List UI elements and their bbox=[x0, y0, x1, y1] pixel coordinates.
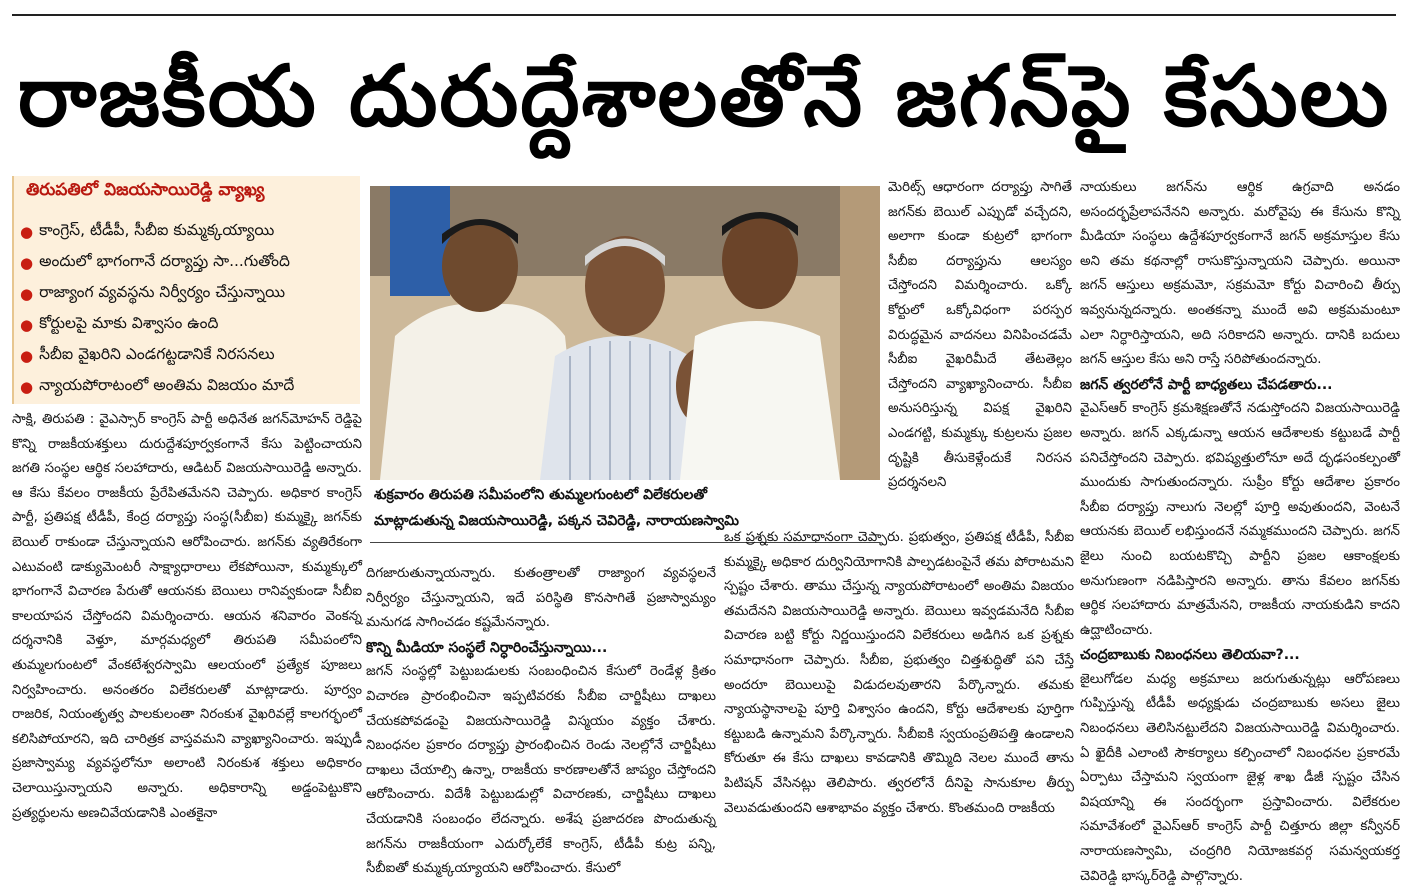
bullet-icon: ● bbox=[20, 284, 34, 303]
photo-person-right-body bbox=[680, 321, 840, 480]
caption-line-1: శుక్రవారం తిరుపతి సమీపంలోని తుమ్మలగుంటలో విలేకరులతో bbox=[374, 487, 707, 503]
highlight-text: న్యాయపోరాటంలో అంతిమ విజయం మాదే bbox=[39, 375, 295, 394]
article-column-3 bbox=[724, 526, 1074, 858]
headline: రాజకీయ దురుద్దేశాలతోనే జగన్‌పై కేసులు bbox=[17, 47, 1391, 145]
paragraph: జగన్ సంస్థల్లో పెట్టుబడులకు సంబంధించిన కేసులో రెండేళ్ల క్రితం విచారణ ప్రారంభించినా ఇప్పటివరకు సీబీఐ చార్జిషీటు దాఖలు చేయకపోవడంపై విజయసాయిరెడ్డి విస్మయం వ్యక్తం చేశారు. నిబంధనల ప్రకారం దర్యాప్తు ప్రారంభించిన రెండు నెలల్లోనే చార్జిషీటు దాఖలు చేయాల్సి ఉన్నా, రాజకీయ కారణాలతోనే జాప్యం చేస్తోందని ఆరోపించారు. విదేశీ పెట్టుబడుల్లో విచారణకు, చార్జిషీటు దాఖలు చేయడానికి సంబంధం లేదన్నారు. అశేష ప్రజాదరణ పొందుతున్న జగన్‌ను రాజకీయంగా ఎదుర్కోలేకే కాంగ్రెస్, టీడీపీ కుట్ర పన్ని, సీబీఐతో కుమ్మక్కయ్యాయని ఆరోపించారు. కేసులో bbox=[366, 664, 716, 877]
bullet-icon: ● bbox=[20, 253, 34, 272]
paragraph: మెరిట్స్ ఆధారంగా దర్యాప్తు సాగితే జగన్‌కు బెయిల్ ఎప్పుడో వచ్చేదని, అలాగా కుండా కుట్రలో భాగంగా సీబీఐ దర్యాప్తును ఆలస్యం చేస్తోందని విమర్శించారు. ఒక్కో కోర్టులో ఒక్కోవిధంగా పరస్పర విరుద్ధమైన వాదనలు వినిపించడమే సీబీఐ వైఖరిమీదే తేటతెల్లం చేస్తోందని వ్యాఖ్యానించారు. సీబీఐ అనుసరిస్తున్న విపక్ష వైఖరిని ఎండగట్టి, కుమ్మక్కు కుట్రలను ప్రజల దృష్టికి తీసుకెళ్లేందుకే నిరసన ప్రదర్శనలని bbox=[888, 180, 1072, 491]
bullet-icon: ● bbox=[20, 377, 34, 396]
caption-line-2: మాట్లాడుతున్న విజయసాయిరెడ్డి, పక్కన చెవిరెడ్డి, నారాయణస్వామి bbox=[374, 513, 739, 529]
highlight-item bbox=[20, 216, 294, 247]
highlight-text: రాజ్యాంగ వ్యవస్థను నిర్వీర్యం చేస్తున్నాయి bbox=[39, 282, 286, 301]
bullet-icon: ● bbox=[20, 222, 34, 241]
photo-person-center-body bbox=[540, 336, 705, 480]
article-column-2 bbox=[366, 562, 716, 877]
highlights-title: తిరుపతిలో విజయసాయిరెడ్డి వ్యాఖ్య bbox=[26, 180, 265, 200]
highlight-text: కాంగ్రెస్, టీడీపీ, సీబీఐ కుమ్మక్కయ్యాయి bbox=[39, 220, 275, 239]
highlight-item bbox=[20, 340, 294, 371]
bullet-icon: ● bbox=[20, 346, 34, 365]
photo-illustration bbox=[370, 186, 880, 480]
highlight-text: కోర్టులపై మాకు విశ్వాసం ఉంది bbox=[39, 313, 219, 332]
highlight-text: సీబీఐ వైఖరిని ఎండగట్టడానికే నిరసనలు bbox=[39, 344, 275, 363]
highlight-item bbox=[20, 247, 294, 278]
photo-bystander bbox=[390, 186, 450, 296]
photo-person-right-head bbox=[722, 213, 798, 309]
article-column-1 bbox=[12, 408, 362, 858]
highlight-item bbox=[20, 371, 294, 402]
article-column-4 bbox=[1080, 176, 1400, 884]
paragraph: దిగజారుతున్నాయన్నారు. కుతంత్రాలతో రాజ్యాంగ వ్యవస్థలనే నిర్వీర్యం చేస్తున్నాయని, ఇదే పరిస్థితి కొనసాగితే ప్రజాస్వామ్యం మనుగడ సాగించడం కష్టమేనన్నారు. bbox=[366, 566, 716, 631]
subheading: చంద్రబాబుకు నిబంధనలు తెలియవా?... bbox=[1080, 647, 1300, 664]
highlight-item bbox=[20, 278, 294, 309]
paragraph: ఒక ప్రశ్నకు సమాధానంగా చెప్పారు. ప్రభుత్వం, ప్రతిపక్ష టీడీపీ, సీబీఐ కుమ్మక్కై అధికార దుర్వినియోగానికి పాల్పడటంపైనే తమ పోరాటమని స్పష్టం చేశారు. తాము చేస్తున్న న్యాయపోరాటంలో అంతిమ విజయం తమదేనని విజయసాయిరెడ్డి అన్నారు. బెయిలు ఇవ్వడమనేది సీబీఐ విచారణ బట్టి కోర్టు నిర్ణయిస్తుందని విలేకరులు అడిగిన ఒక ప్రశ్నకు సమాధానంగా చెప్పారు. సీబీఐ, ప్రభుత్వం చిత్తశుద్ధితో పని చేస్తే అందరూ బెయిలుపై విడుదలవుతారని పేర్కొన్నారు. తమకు న్యాయస్థానాలపై పూర్తి విశ్వాసం ఉందని, కోర్టు ఆదేశాలకు పూర్తిగా కట్టుబడి ఉన్నామని పేర్కొన్నారు. సీబీఐకి స్వయంప్రతిపత్తి ఉండాలని కోరుతూ ఈ కేసు దాఖలు కావడానికి తొమ్మిది నెలల ముందే తాను పిటిషన్ వేసినట్లు తెలిపారు. త్వరలోనే దీనిపై సానుకూల తీర్పు వెలువడుతుందని ఆశాభావం వ్యక్తం చేశారు. కొంతమంది రాజకీయ bbox=[724, 530, 1074, 816]
subheading: కొన్ని మీడియా సంస్థలే నిర్ధారించేస్తున్నాయి... bbox=[366, 639, 608, 656]
photo-right-edge bbox=[840, 186, 880, 480]
paragraph: జైలుగోడల మధ్య అక్రమాలు జరుగుతున్నట్లు ఆరోపణలు గుప్పిస్తున్న టీడీపీ అధ్యక్షుడు చంద్రబాబుకు అసలు జైలు నిబంధనలు తెలిసినట్టులేదని విజయసాయిరెడ్డి విమర్శించారు. ఏ ఖైదీకి ఎలాంటి సౌకర్యాలు కల్పించాలో నిబంధనల ప్రకారమే ఏర్పాటు చేస్తామని స్వయంగా జైళ్ల శాఖ డీజీ స్పష్టం చేసిన విషయాన్ని ఈ సందర్భంగా ప్రస్తావించారు. విలేకరుల సమావేశంలో వైఎస్ఆర్ కాంగ్రెస్ పార్టీ చిత్తూరు జిల్లా కన్వీనర్ నారాయణస్వామి, చంద్రగిరి నియోజకవర్గ సమన్వయకర్త చెవిరెడ్డి భాస్కర్‌రెడ్డి పాల్గొన్నారు. bbox=[1080, 671, 1400, 884]
highlight-text: అందులో భాగంగానే దర్యాప్తు సా...గుతోంది bbox=[39, 251, 290, 270]
paragraph: వైఎస్ఆర్ కాంగ్రెస్ క్రమశిక్షణతోనే నడుస్తోందని విజయసాయిరెడ్డి అన్నారు. జగన్ ఎక్కడున్నా ఆయన ఆదేశాలకు కట్టుబడే పార్టీ పనిచేస్తోందని చెప్పారు. భవిష్యత్తులోనూ అదే దృఢసంకల్పంతో ముందుకు సాగుతుందన్నారు. సుప్రీం కోర్టు ఆదేశాల ప్రకారం సీబీఐ దర్యాప్తు నాలుగు నెలల్లో పూర్తి అవుతుందని, వెంటనే ఆయనకు బెయిల్ లభిస్తుందనే నమ్మకముందని చెప్పారు. జగన్ జైలు నుంచి బయటకొచ్చి పార్టీని ప్రజల ఆకాంక్షలకు అనుగుణంగా నడిపిస్తారని అన్నారు. తాను కేవలం జగన్‌కు ఆర్థిక సలహాదారు మాత్రమేనని, రాజకీయ నాయకుడిని కాదని ఉద్ఘాటించారు. bbox=[1080, 401, 1400, 638]
subheading: జగన్ త్వరలోనే పార్టీ బాధ్యతలు చేపడతారు... bbox=[1080, 376, 1333, 393]
highlights-list bbox=[20, 216, 294, 402]
article-column-3-top bbox=[888, 176, 1072, 516]
paragraph: సాక్షి, తిరుపతి : వైఎస్సార్ కాంగ్రెస్ పార్టీ అధినేత జగన్‌మోహన్ రెడ్డిపై కొన్ని రాజకీయశక్తులు దురుద్దేశపూర్వకంగానే కేసు పెట్టించాయని జగతి సంస్థల ఆర్థిక సలహాదారు, ఆడిటర్ విజయసాయిరెడ్డి అన్నారు. ఆ కేసు కేవలం రాజకీయ ప్రేరేపితమేనని చెప్పారు. అధికార కాంగ్రెస్ పార్టీ, ప్రతిపక్ష టీడీపీ, కేంద్ర దర్యాప్తు సంస్థ(సీబీఐ) కుమ్మక్కై జగన్‌కు బెయిల్ రాకుండా చేస్తున్నాయని ఆరోపించారు. జగన్‌కు వ్యతిరేకంగా ఎటువంటి డాక్యుమెంటరీ సాక్ష్యాధారాలు లేకపోయినా, కుమ్మక్కులో భాగంగానే విచారణ పేరుతో ఆయనకు బెయిలు రానివ్వకుండా సీబీఐ కాలయాపన చేస్తోందని విమర్శించారు. ఆయన శనివారం వెంకన్న దర్శనానికి వెళ్తూ, మార్గమధ్యలో తిరుపతి సమీపంలోని తుమ్మలగుంటలో వేంకటేశ్వరస్వామి ఆలయంలో ప్రత్యేక పూజలు నిర్వహించారు. అనంతరం విలేకరులతో మాట్లాడారు. పూర్వం రాజరిక, నియంతృత్వ పాలకులంతా నిరంకుశ వైఖరివల్లే కాలగర్భంలో కలిసిపోయారని, ఇది చారిత్రక వాస్తవమని వ్యాఖ్యానించారు. ఇప్పుడీ ప్రజాస్వామ్య వ్యవస్థలోనూ అలాంటి నిరంకుశ శక్తులు అధికారం చెలాయిస్తున్నాయని అన్నారు. అధికారాన్ని అడ్డంపెట్టుకొని ప్రత్యర్థులను అణచివేయడానికి ఎంతకైనా bbox=[12, 412, 362, 821]
highlight-item bbox=[20, 309, 294, 340]
bullet-icon: ● bbox=[20, 315, 34, 334]
highlights-box bbox=[12, 176, 360, 404]
news-photo bbox=[370, 186, 880, 480]
top-rule bbox=[12, 14, 1396, 16]
paragraph: నాయకులు జగన్‌ను ఆర్థిక ఉగ్రవాది అనడం అసందర్భప్రేలాపనేనని అన్నారు. మరోవైపు ఈ కేసును కొన్ని మీడియా సంస్థలు ఉద్దేశపూర్వకంగానే జగన్ అక్రమాస్తుల కేసు అని తమ కథనాల్లో రాసుకొస్తున్నాయని చెప్పారు. అయినా జగన్ ఆస్తులు అక్రమమో, సక్రమమో కోర్టు విచారించి తీర్పు ఇవ్వనున్నదన్నారు. అంతకన్నా ముందే అవి అక్రమమంటూ ఎలా నిర్ధారిస్తాయని, అది సరికాదని అన్నారు. దానికి బదులు జగన్ ఆస్తుల కేసు అని రాస్తే సరిపోతుందన్నారు. bbox=[1080, 180, 1400, 368]
